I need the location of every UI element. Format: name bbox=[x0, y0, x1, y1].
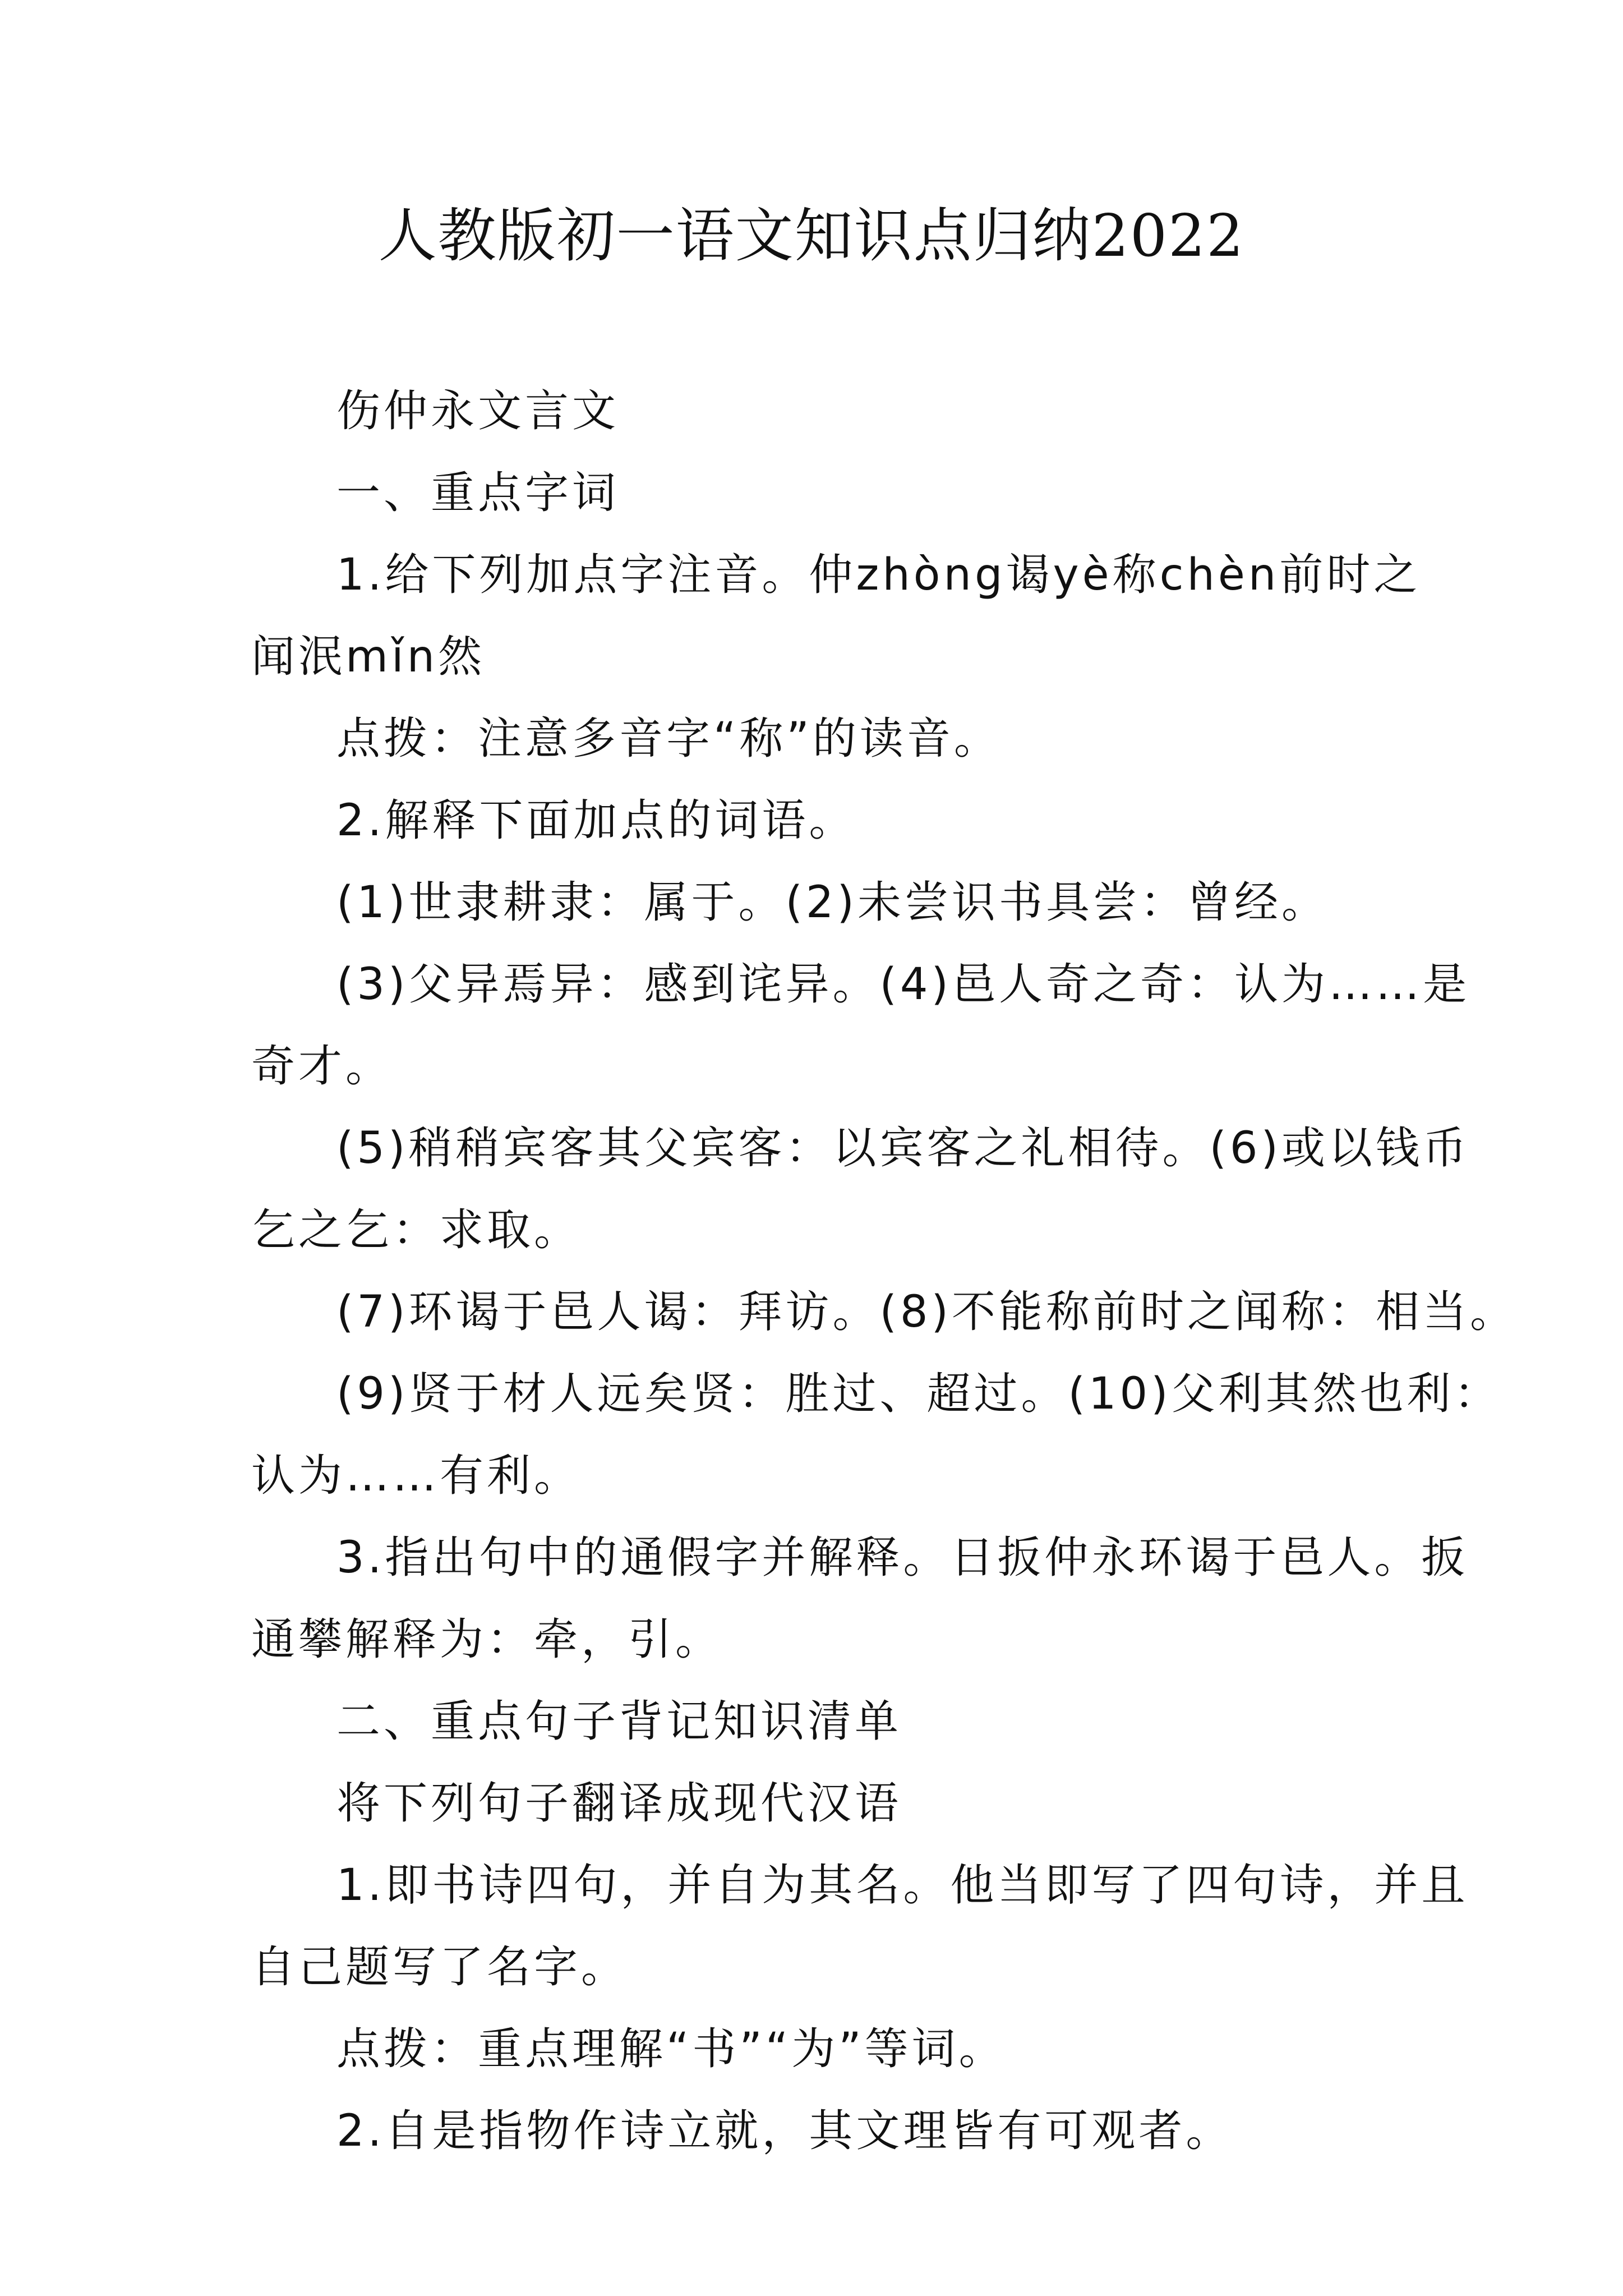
paragraph-line: 1.给下列加点字注音。仲zhòng谒yè称chèn前时之 bbox=[336, 550, 1421, 600]
paragraph-line: (3)父异焉异：感到诧异。(4)邑人奇之奇：认为……是 bbox=[336, 959, 1470, 1010]
paragraph-line: (1)世隶耕隶：属于。(2)未尝识书具尝：曾经。 bbox=[336, 877, 1329, 928]
paragraph-line: (5)稍稍宾客其父宾客：以宾客之礼相待。(6)或以钱币 bbox=[336, 1123, 1470, 1174]
paragraph-line: (7)环谒于邑人谒：拜访。(8)不能称前时之闻称：相当。 bbox=[336, 1287, 1517, 1337]
paragraph-line: 乞之乞：求取。 bbox=[251, 1205, 582, 1255]
paragraph-line: 2.解释下面加点的词语。 bbox=[336, 795, 856, 846]
paragraph-line: (9)贤于材人远矣贤：胜过、超过。(10)父利其然也利： bbox=[336, 1369, 1501, 1419]
subsection-heading: 一、重点字词 bbox=[336, 468, 620, 518]
document-body bbox=[251, 370, 1517, 2172]
paragraph-line: 1.即书诗四句，并自为其名。他当即写了四句诗，并且 bbox=[336, 1860, 1469, 1911]
section-heading: 伤仲永文言文 bbox=[336, 386, 620, 436]
paragraph-line: 自己题写了名字。 bbox=[251, 1942, 629, 1993]
paragraph-line: 认为……有利。 bbox=[251, 1451, 582, 1501]
paragraph-line: 闻泯mǐn然 bbox=[251, 632, 486, 682]
paragraph-line: 3.指出句中的通假字并解释。日扳仲永环谒于邑人。扳 bbox=[336, 1533, 1469, 1583]
paragraph-line: 点拨：注意多音字“称”的读音。 bbox=[336, 714, 1001, 764]
paragraph-line: 奇才。 bbox=[251, 1041, 393, 1092]
subsection-heading: 二、重点句子背记知识清单 bbox=[336, 1696, 902, 1747]
paragraph-line: 2.自是指物作诗立就，其文理皆有可观者。 bbox=[336, 2106, 1233, 2156]
paragraph-line: 点拨：重点理解“书”“为”等词。 bbox=[336, 2024, 1006, 2074]
paragraph-line: 将下列句子翻译成现代汉语 bbox=[336, 1778, 902, 1829]
paragraph-line: 通攀解释为：牵，引。 bbox=[251, 1614, 723, 1665]
document-title: 人教版初一语文知识点归纳2022 bbox=[378, 201, 1245, 270]
